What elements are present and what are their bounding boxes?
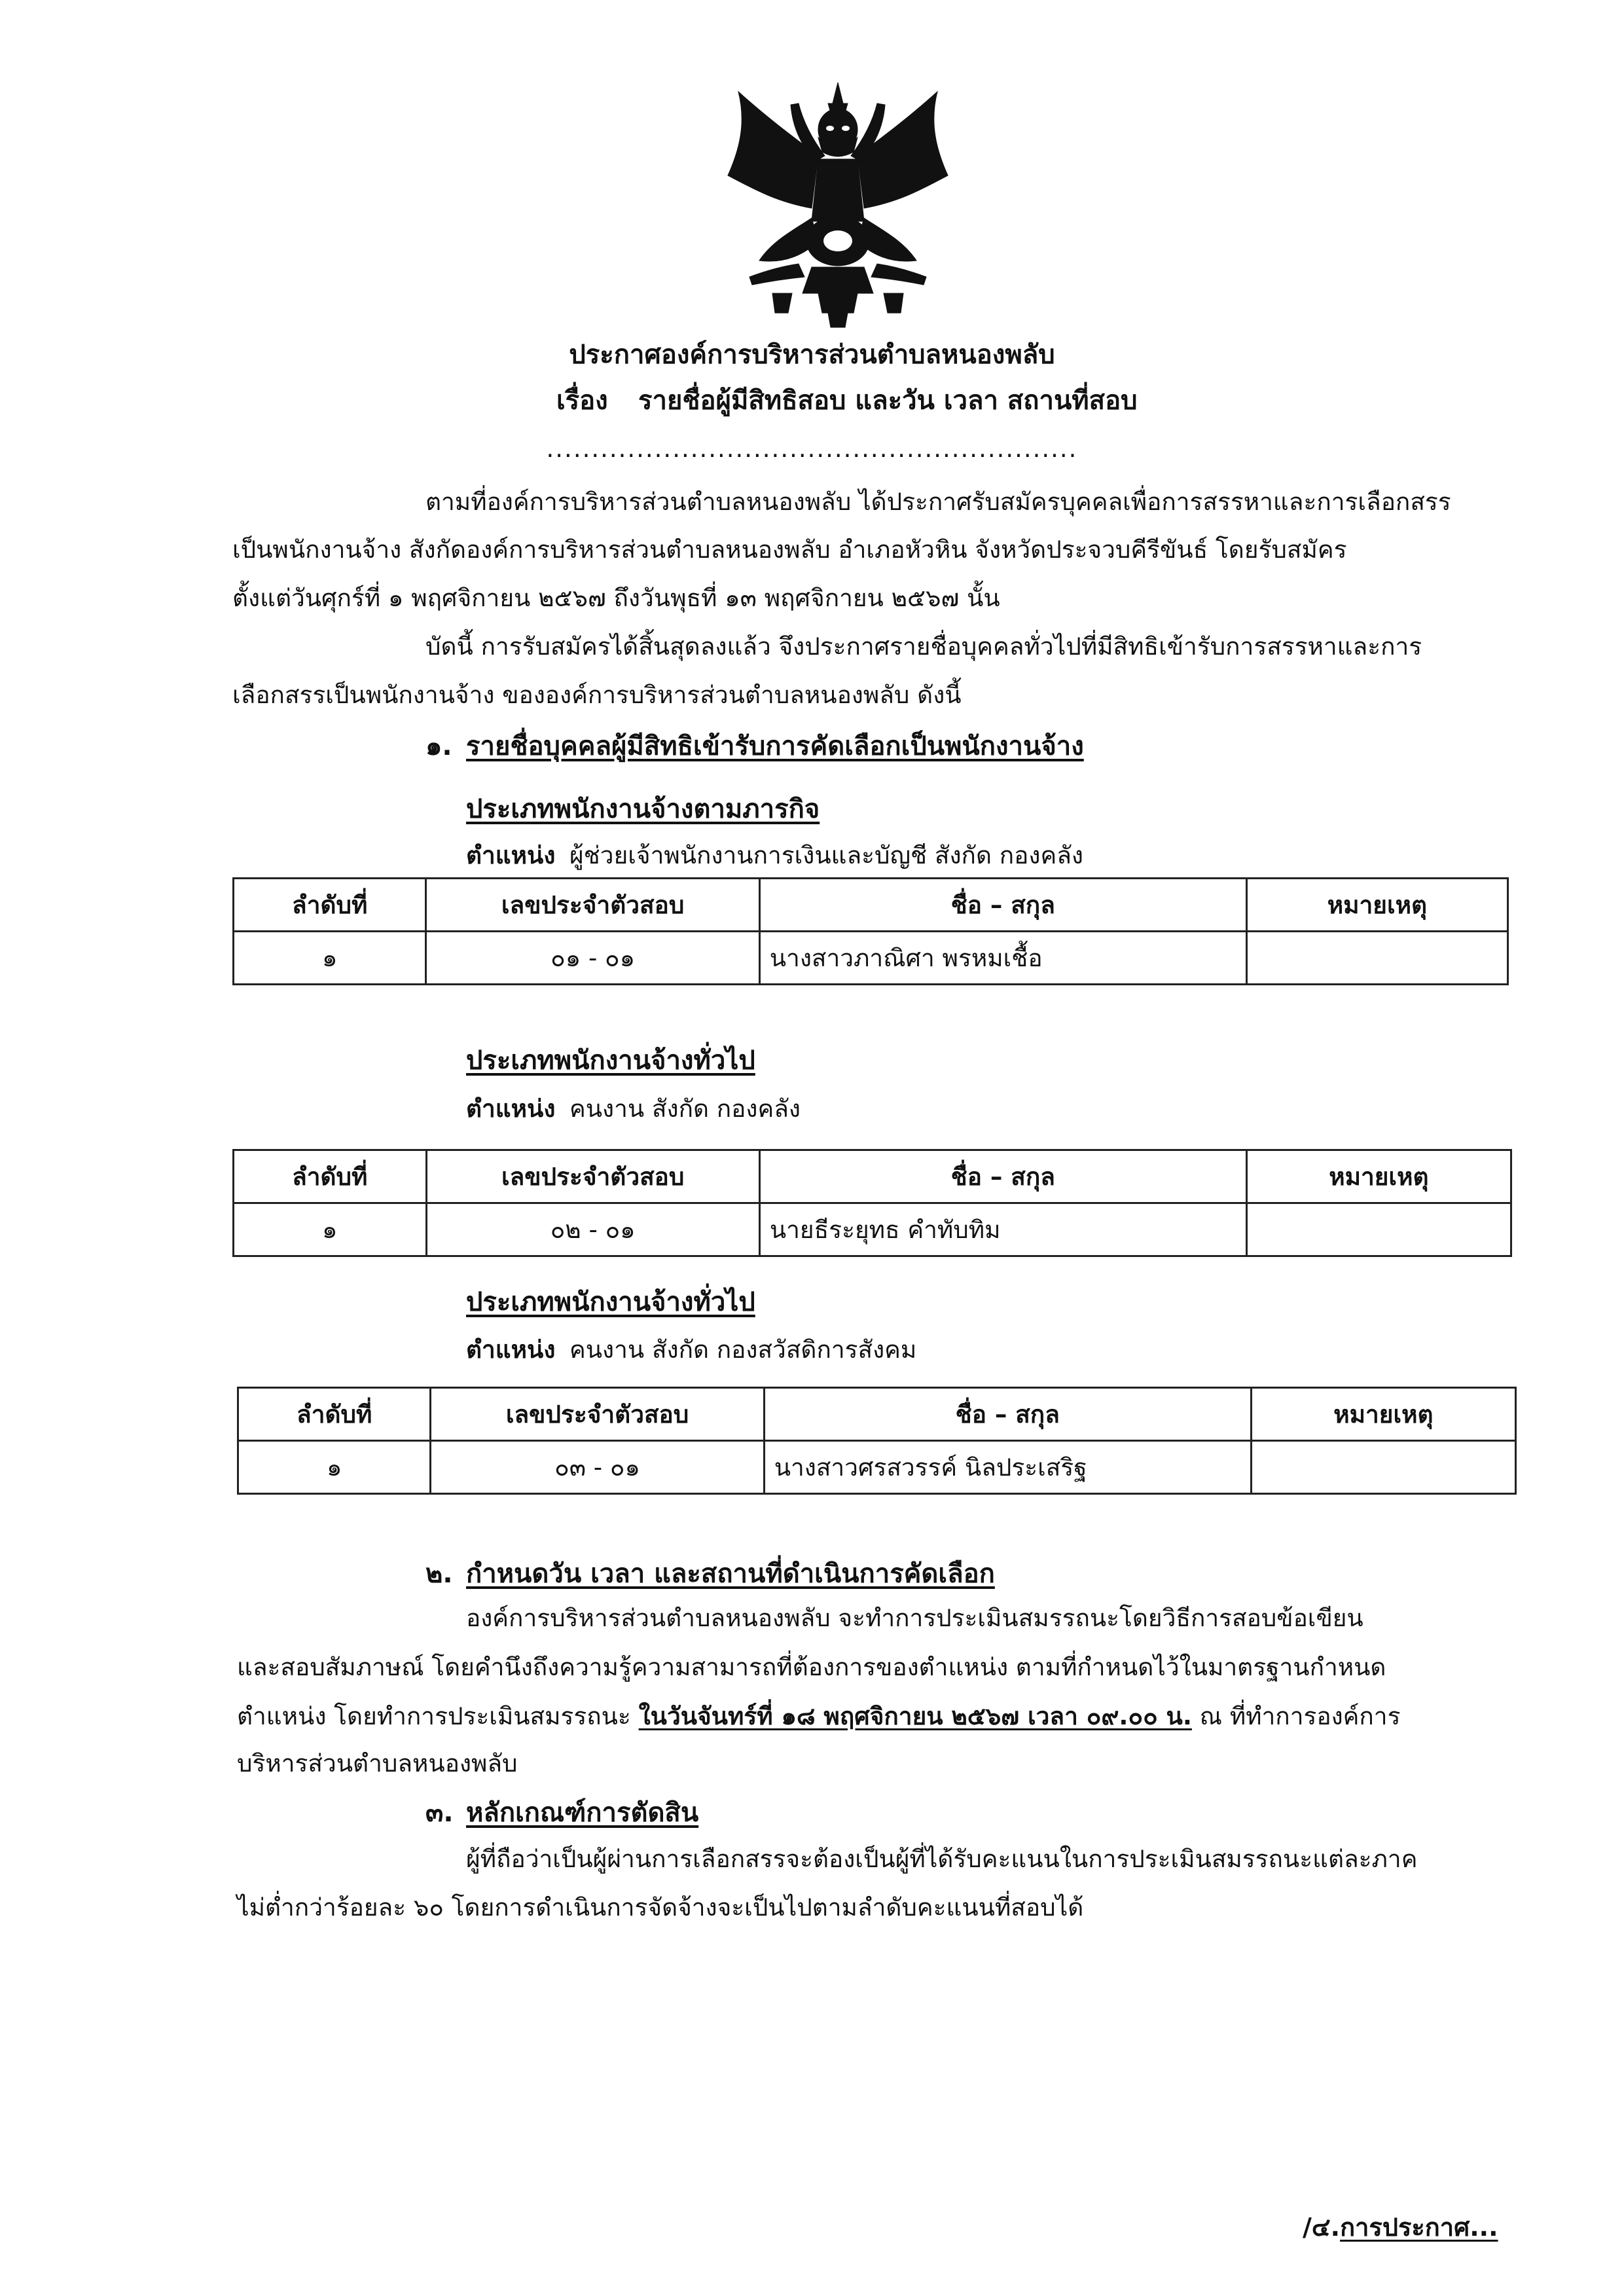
divider-dots: ........................................................... [546,435,1078,463]
header-no: ลำดับที่ [234,1150,427,1203]
subject-label: เรื่อง [556,386,608,416]
group-2-type: ประเภทพนักงานจ้างทั่วไป [466,1046,755,1076]
continuation-marker [1303,2213,1498,2243]
section-2-line-3-post: ณ ที่ทำการองค์การ [1191,1702,1401,1730]
group-1-position: ผู้ช่วยเจ้าพนักงานการเงินและบัญชี สังกัด กองคลัง [569,841,1083,869]
section-2-line-2: และสอบสัมภาษณ์ โดยคำนึงถึงความรู้ความสามารถที่ต้องการของตำแหน่ง ตามที่กำหนดไว้ในมาตรฐานกำหนด [237,1653,1386,1681]
cell-note [1246,1203,1511,1256]
section-2-title: กำหนดวัน เวลา และสถานที่ดำเนินการคัดเลือก [466,1559,995,1589]
cell-name: นายธีระยุทธ คำทับทิม [759,1203,1246,1256]
subject-text: รายชื่อผู้มีสิทธิสอบ และวัน เวลา สถานที่สอบ [638,386,1138,416]
continuation-prefix: /๔. [1303,2213,1341,2242]
group-3-type: ประเภทพนักงานจ้างทั่วไป [466,1287,755,1317]
header-no: ลำดับที่ [238,1388,431,1441]
cell-note [1251,1441,1515,1494]
header-name: ชื่อ – สกุล [764,1388,1251,1441]
intro-line-5: เลือกสรรเป็นพนักงานจ้าง ขององค์การบริหารส่วนตำบลหนองพลับ ดังนี้ [232,681,962,709]
cell-no: ๑ [238,1441,431,1494]
section-1-title: รายชื่อบุคคลผู้มีสิทธิเข้ารับการคัดเลือกเป็นพนักงานจ้าง [466,731,1084,761]
section-2-line-3 [237,1702,1400,1731]
header-exam-id: เลขประจำตัวสอบ [431,1388,764,1441]
header-name: ชื่อ – สกุล [759,879,1246,932]
cell-exam-id: ๐๑ - ๐๑ [426,932,759,985]
intro-line-2: เป็นพนักงานจ้าง สังกัดองค์การบริหารส่วนตำบลหนองพลับ อำเภอหัวหิน จังหวัดประจวบคีรีขันธ์ โดยรับสมัคร [232,536,1347,564]
group-3-position: คนงาน สังกัด กองสวัสดิการสังคม [569,1336,917,1364]
intro-line-3: ตั้งแต่วันศุกร์ที่ ๑ พฤศจิกายน ๒๕๖๗ ถึงวันพุธที่ ๑๓ พฤศจิกายน ๒๕๖๗ นั้น [232,584,1000,612]
section-3-line-2: ไม่ต่ำกว่าร้อยละ ๖๐ โดยการดำเนินการจัดจ้างจะเป็นไปตามลำดับคะแนนที่สอบได้ [237,1893,1084,1922]
header-exam-id: เลขประจำตัวสอบ [426,1150,759,1203]
group-3-position-label: ตำแหน่ง [466,1336,556,1364]
section-2-number: ๒. [425,1559,453,1589]
document-title: ประกาศองค์การบริหารส่วนตำบลหนองพลับ [569,340,1055,370]
table-row [238,1441,1516,1494]
cell-exam-id: ๐๓ - ๐๑ [431,1441,764,1494]
header-note: หมายเหตุ [1246,1150,1511,1203]
cell-no: ๑ [234,932,426,985]
intro-line-4: บัดนี้ การรับสมัครได้สิ้นสุดลงแล้ว จึงประกาศรายชื่อบุคคลทั่วไปที่มีสิทธิเข้ารับการสรรหาและการ [425,632,1422,661]
intro-line-1: ตามที่องค์การบริหารส่วนตำบลหนองพลับ ได้ประกาศรับสมัครบุคคลเพื่อการสรรหาและการเลือกสรร [425,488,1451,516]
group-1-position-label: ตำแหน่ง [466,841,556,869]
section-2-line-1: องค์การบริหารส่วนตำบลหนองพลับ จะทำการประเมินสมรรถนะโดยวิธีการสอบข้อเขียน [466,1604,1363,1632]
header-name: ชื่อ – สกุล [759,1150,1246,1203]
table-header-row [234,1150,1511,1203]
group-2-position: คนงาน สังกัด กองคลัง [569,1095,801,1123]
table-row [234,932,1508,985]
candidate-table-1 [232,877,1509,985]
cell-name: นางสาวศรสวรรค์ นิลประเสริฐ [764,1441,1251,1494]
cell-note [1246,932,1507,985]
section-3-number: ๓. [425,1798,454,1828]
cell-exam-id: ๐๒ - ๐๑ [426,1203,759,1256]
section-2-line-3-pre: ตำแหน่ง โดยทำการประเมินสมรรถนะ [237,1702,639,1730]
section-2-line-4: บริหารส่วนตำบลหนองพลับ [237,1749,518,1777]
cell-name: นางสาวภาณิศา พรหมเชื้อ [759,932,1246,985]
section-1-number: ๑. [425,731,452,761]
group-2-position-label: ตำแหน่ง [466,1095,556,1123]
exam-date-time: ในวันจันทร์ที่ ๑๘ พฤศจิกายน ๒๕๖๗ เวลา ๐๙.๐๐ น. [638,1702,1192,1730]
header-exam-id: เลขประจำตัวสอบ [426,879,759,932]
header-note: หมายเหตุ [1246,879,1507,932]
candidate-table-2 [232,1149,1512,1257]
group-1-type: ประเภทพนักงานจ้างตามภารกิจ [466,794,820,824]
candidate-table-3 [237,1387,1517,1495]
table-row [234,1203,1511,1256]
cell-no: ๑ [234,1203,427,1256]
table-header-row [234,879,1508,932]
header-no: ลำดับที่ [234,879,426,932]
continuation-next: การประกาศ... [1340,2213,1498,2242]
table-header-row [238,1388,1516,1441]
section-3-line-1: ผู้ที่ถือว่าเป็นผู้ผ่านการเลือกสรรจะต้องเป็นผู้ที่ได้รับคะแนนในการประเมินสมรรถนะแต่ละภาค [466,1845,1418,1873]
section-3-title: หลักเกณฑ์การตัดสิน [466,1798,699,1828]
header-note: หมายเหตุ [1251,1388,1515,1441]
garuda-emblem-icon [720,77,956,339]
